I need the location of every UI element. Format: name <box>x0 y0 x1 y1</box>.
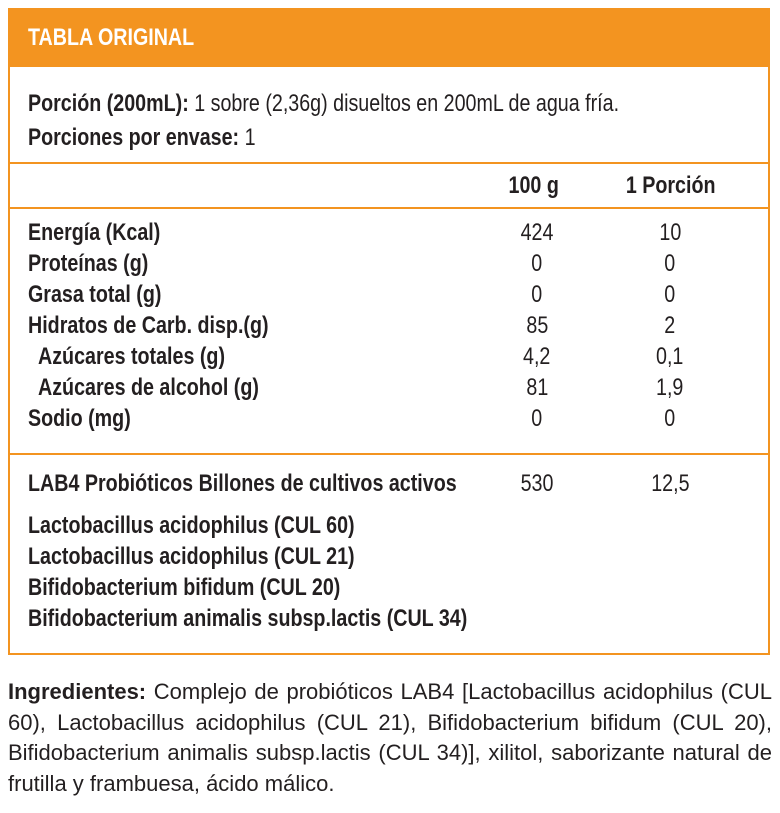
nutrition-table <box>8 8 770 655</box>
nutrient-per100: 0 <box>531 250 543 277</box>
column-header-portion: 1 Porción <box>626 172 716 199</box>
nutrient-name: Energía (Kcal) <box>28 219 161 246</box>
nutrient-per-portion: 0 <box>664 405 676 432</box>
table-header <box>10 10 768 67</box>
probiotic-strain: Bifidobacterium bifidum (CUL 20) <box>28 574 341 601</box>
probiotic-strain: Lactobacillus acidophilus (CUL 60) <box>28 512 355 539</box>
ingredients-label: Ingredientes: <box>8 679 147 704</box>
probiotic-strain: Lactobacillus acidophilus (CUL 21) <box>28 543 355 570</box>
nutrient-per-portion: 10 <box>659 219 681 246</box>
nutrient-name: Sodio (mg) <box>28 405 131 432</box>
divider <box>10 162 768 164</box>
probiotic-strain: Bifidobacterium animalis subsp.lactis (CUL 34) <box>28 605 468 632</box>
probiotics-per100: 530 <box>520 470 554 497</box>
nutrient-per100: 4,2 <box>523 343 551 370</box>
ingredients-paragraph <box>8 677 772 799</box>
column-header-100g: 100 g <box>508 172 560 199</box>
servings-value: 1 <box>239 124 256 151</box>
nutrient-name: Proteínas (g) <box>28 250 149 277</box>
nutrient-per100: 0 <box>531 405 543 432</box>
servings-label: Porciones por envase: <box>28 124 240 151</box>
ingredients-text: Complejo de probióticos LAB4 [Lactobacillus acidophilus (CUL 60), Lactobacillus acidophilus (CUL 21), Bifidobacterium bifidum (CUL 20), Bifidobacterium animalis subsp.lactis (CUL 34)], xilitol, saborizante natural de frutilla y frambuesa, ácido málico. <box>8 679 772 796</box>
nutrient-per-portion: 0 <box>664 281 676 308</box>
divider <box>10 207 768 209</box>
nutrient-name: Grasa total (g) <box>28 281 162 308</box>
nutrient-per-portion: 0 <box>664 250 676 277</box>
nutrient-per100: 0 <box>531 281 543 308</box>
nutrient-per-portion: 0,1 <box>656 343 684 370</box>
servings-line <box>28 124 256 152</box>
portion-value: 1 sobre (2,36g) disueltos en 200mL de agua fría. <box>188 90 620 117</box>
nutrient-name: Hidratos de Carb. disp.(g) <box>28 312 269 339</box>
portion-label: Porción (200mL): <box>28 90 189 117</box>
probiotics-per-portion: 12,5 <box>650 470 690 497</box>
nutrient-per-portion: 2 <box>664 312 676 339</box>
table-title: TABLA ORIGINAL <box>28 24 195 51</box>
nutrient-per100: 424 <box>520 219 554 246</box>
nutrient-name: Azúcares de alcohol (g) <box>38 374 259 401</box>
nutrient-per-portion: 1,9 <box>656 374 684 401</box>
divider <box>10 453 768 455</box>
nutrient-per100: 85 <box>526 312 548 339</box>
probiotics-name: LAB4 Probióticos Billones de cultivos activos <box>28 470 457 497</box>
nutrient-per100: 81 <box>526 374 548 401</box>
nutrient-name: Azúcares totales (g) <box>38 343 226 370</box>
portion-line <box>28 90 619 118</box>
